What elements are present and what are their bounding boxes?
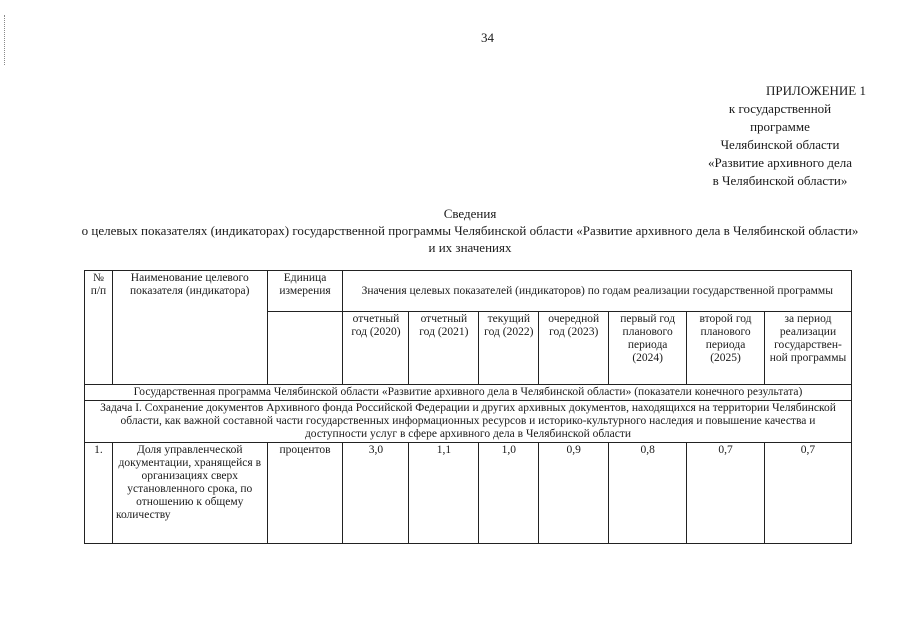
row-indicator-name xyxy=(112,443,267,544)
header-num: № п/п xyxy=(85,271,113,385)
row-value: 0,7 xyxy=(764,443,851,544)
table-row xyxy=(85,443,852,544)
row-unit: процентов xyxy=(267,443,343,544)
row-indicator-text: Доля управленческой документации, хранящейся в организациях сверх установленного срока, по отношению к общему количеству xyxy=(115,444,262,521)
indicators-table xyxy=(84,270,852,544)
row-value: 0,8 xyxy=(609,443,687,544)
program-row xyxy=(85,385,852,401)
heading-title: Сведения xyxy=(443,206,497,221)
header-unit: Единица измерения xyxy=(267,271,343,312)
appendix-line: в Челябинской области» xyxy=(712,173,848,188)
heading-subtitle: о целевых показателях (индикаторах) государственной программы Челябинской области «Развитие архивного дела в Челябинской области» и их значениях xyxy=(81,223,859,255)
header-year: второй год планового периода (2025) xyxy=(687,312,765,385)
appendix-line: к государственной xyxy=(728,101,832,116)
row-value: 0,7 xyxy=(687,443,765,544)
row-value: 1,0 xyxy=(479,443,539,544)
row-value: 1,1 xyxy=(409,443,479,544)
program-row-text: Государственная программа Челябинской области «Развитие архивного дела в Челябинской области» (показатели конечного результата) xyxy=(85,385,852,401)
task-row xyxy=(85,401,852,443)
header-year: первый год планового периода (2024) xyxy=(609,312,687,385)
header-year: за период реализации государствен-ной программы xyxy=(764,312,851,385)
page-number: 34 xyxy=(481,30,494,45)
appendix-line: программе xyxy=(750,119,810,134)
header-unit-blank xyxy=(267,312,343,385)
task-row-text: Задача I. Сохранение документов Архивного фонда Российской Федерации и других архивных документов, находящихся на территории Челябинской области, как важной составной части государственных информационных ресурсов и историко-культурного наследия и повышение качества и доступности услуг в сфере архивного дела в Челябинской области xyxy=(85,401,852,443)
row-value: 3,0 xyxy=(343,443,409,544)
appendix-line: «Развитие архивного дела xyxy=(707,155,853,170)
header-year: очередной год (2023) xyxy=(539,312,609,385)
row-value: 0,9 xyxy=(539,443,609,544)
document-heading xyxy=(80,205,860,256)
header-year: отчетный год (2020) xyxy=(343,312,409,385)
appendix-line: Челябинской области xyxy=(720,137,840,152)
header-year: текущий год (2022) xyxy=(479,312,539,385)
header-year: отчетный год (2021) xyxy=(409,312,479,385)
row-num: 1. xyxy=(85,443,113,544)
appendix-title: ПРИЛОЖЕНИЕ 1 xyxy=(766,83,866,98)
header-name: Наименование целевого показателя (индикатора) xyxy=(112,271,267,385)
table-header-row xyxy=(85,271,852,312)
appendix-block xyxy=(670,82,890,190)
header-values-group: Значения целевых показателей (индикаторов) по годам реализации государственной программы xyxy=(343,271,852,312)
